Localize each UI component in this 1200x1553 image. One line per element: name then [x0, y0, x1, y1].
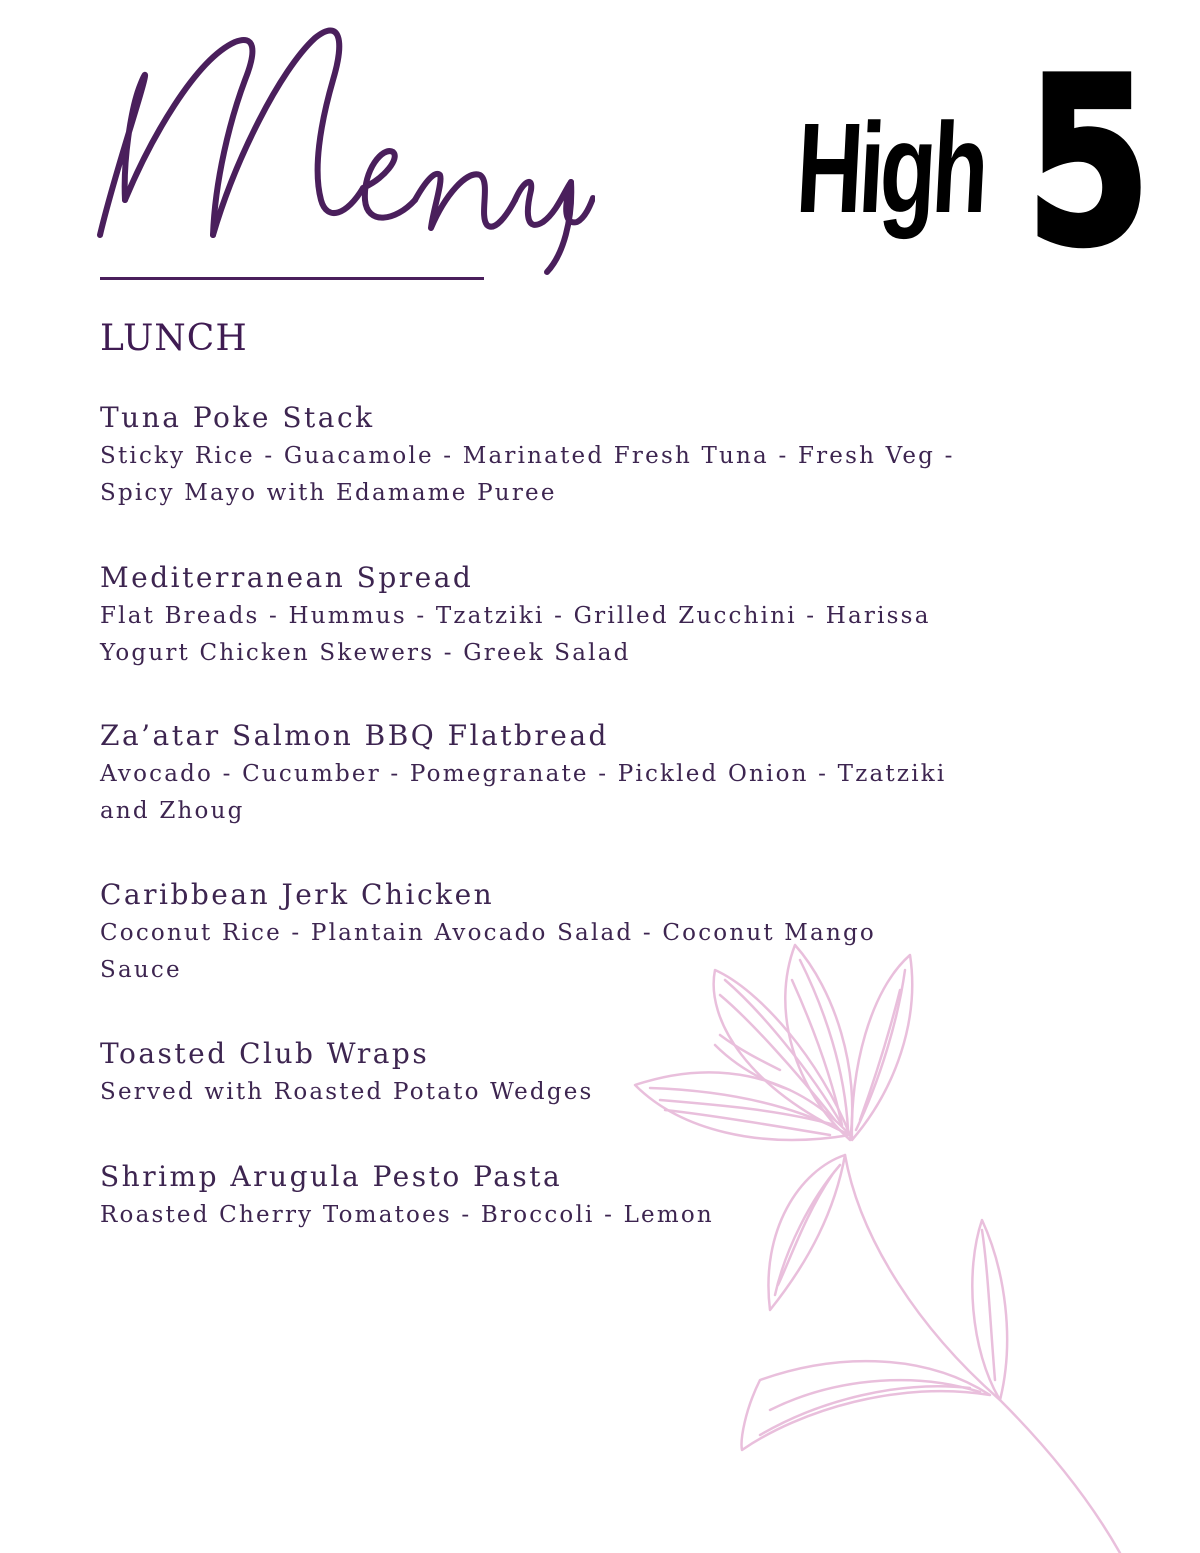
menu-item: [100, 875, 1060, 989]
menu-item-description: Served with Roasted Potato Wedges: [100, 1079, 594, 1105]
menu-item: [100, 398, 1060, 512]
menu-item-description: Avocado - Cucumber - Pomegranate - Pickled Onion - Tzatziki: [100, 761, 947, 787]
menu-item-description: Coconut Rice - Plantain Avocado Salad - Coconut Mango: [100, 920, 876, 946]
menu-item-description: Roasted Cherry Tomatoes - Broccoli - Lemon: [100, 1202, 714, 1228]
brand-logo-number: 5: [1026, 30, 1151, 297]
lily-flower-icon: [620, 940, 1200, 1553]
menu-item: [100, 716, 1060, 830]
menu-item-description: Spicy Mayo with Edamame Puree: [100, 480, 557, 506]
menu-item-description: and Zhoug: [100, 798, 245, 824]
menu-title: [95, 10, 595, 280]
menu-item: [100, 1034, 1060, 1111]
brand-logo: [793, 30, 1151, 297]
menu-item-name: Toasted Club Wraps: [100, 1037, 430, 1070]
section-heading-lunch: LUNCH: [100, 318, 248, 359]
menu-item-name: Tuna Poke Stack: [100, 401, 375, 434]
menu-item-description: Sauce: [100, 957, 182, 983]
title-underline: [100, 277, 484, 280]
menu-item-name: Caribbean Jerk Chicken: [100, 878, 495, 911]
menu-item: [100, 1157, 1060, 1234]
menu-item-description: Flat Breads - Hummus - Tzatziki - Grilled Zucchini - Harissa: [100, 603, 931, 629]
menu-item-name: Mediterranean Spread: [100, 561, 474, 594]
menu-item: [100, 558, 1060, 672]
menu-item-name: Shrimp Arugula Pesto Pasta: [100, 1160, 563, 1193]
brand-logo-word: High: [793, 97, 988, 240]
menu-item-description: Yogurt Chicken Skewers - Greek Salad: [100, 640, 631, 666]
menu-title-script: [95, 10, 595, 280]
menu-item-description: Sticky Rice - Guacamole - Marinated Fresh Tuna - Fresh Veg -: [100, 443, 955, 469]
menu-item-name: Za’atar Salmon BBQ Flatbread: [100, 719, 609, 752]
